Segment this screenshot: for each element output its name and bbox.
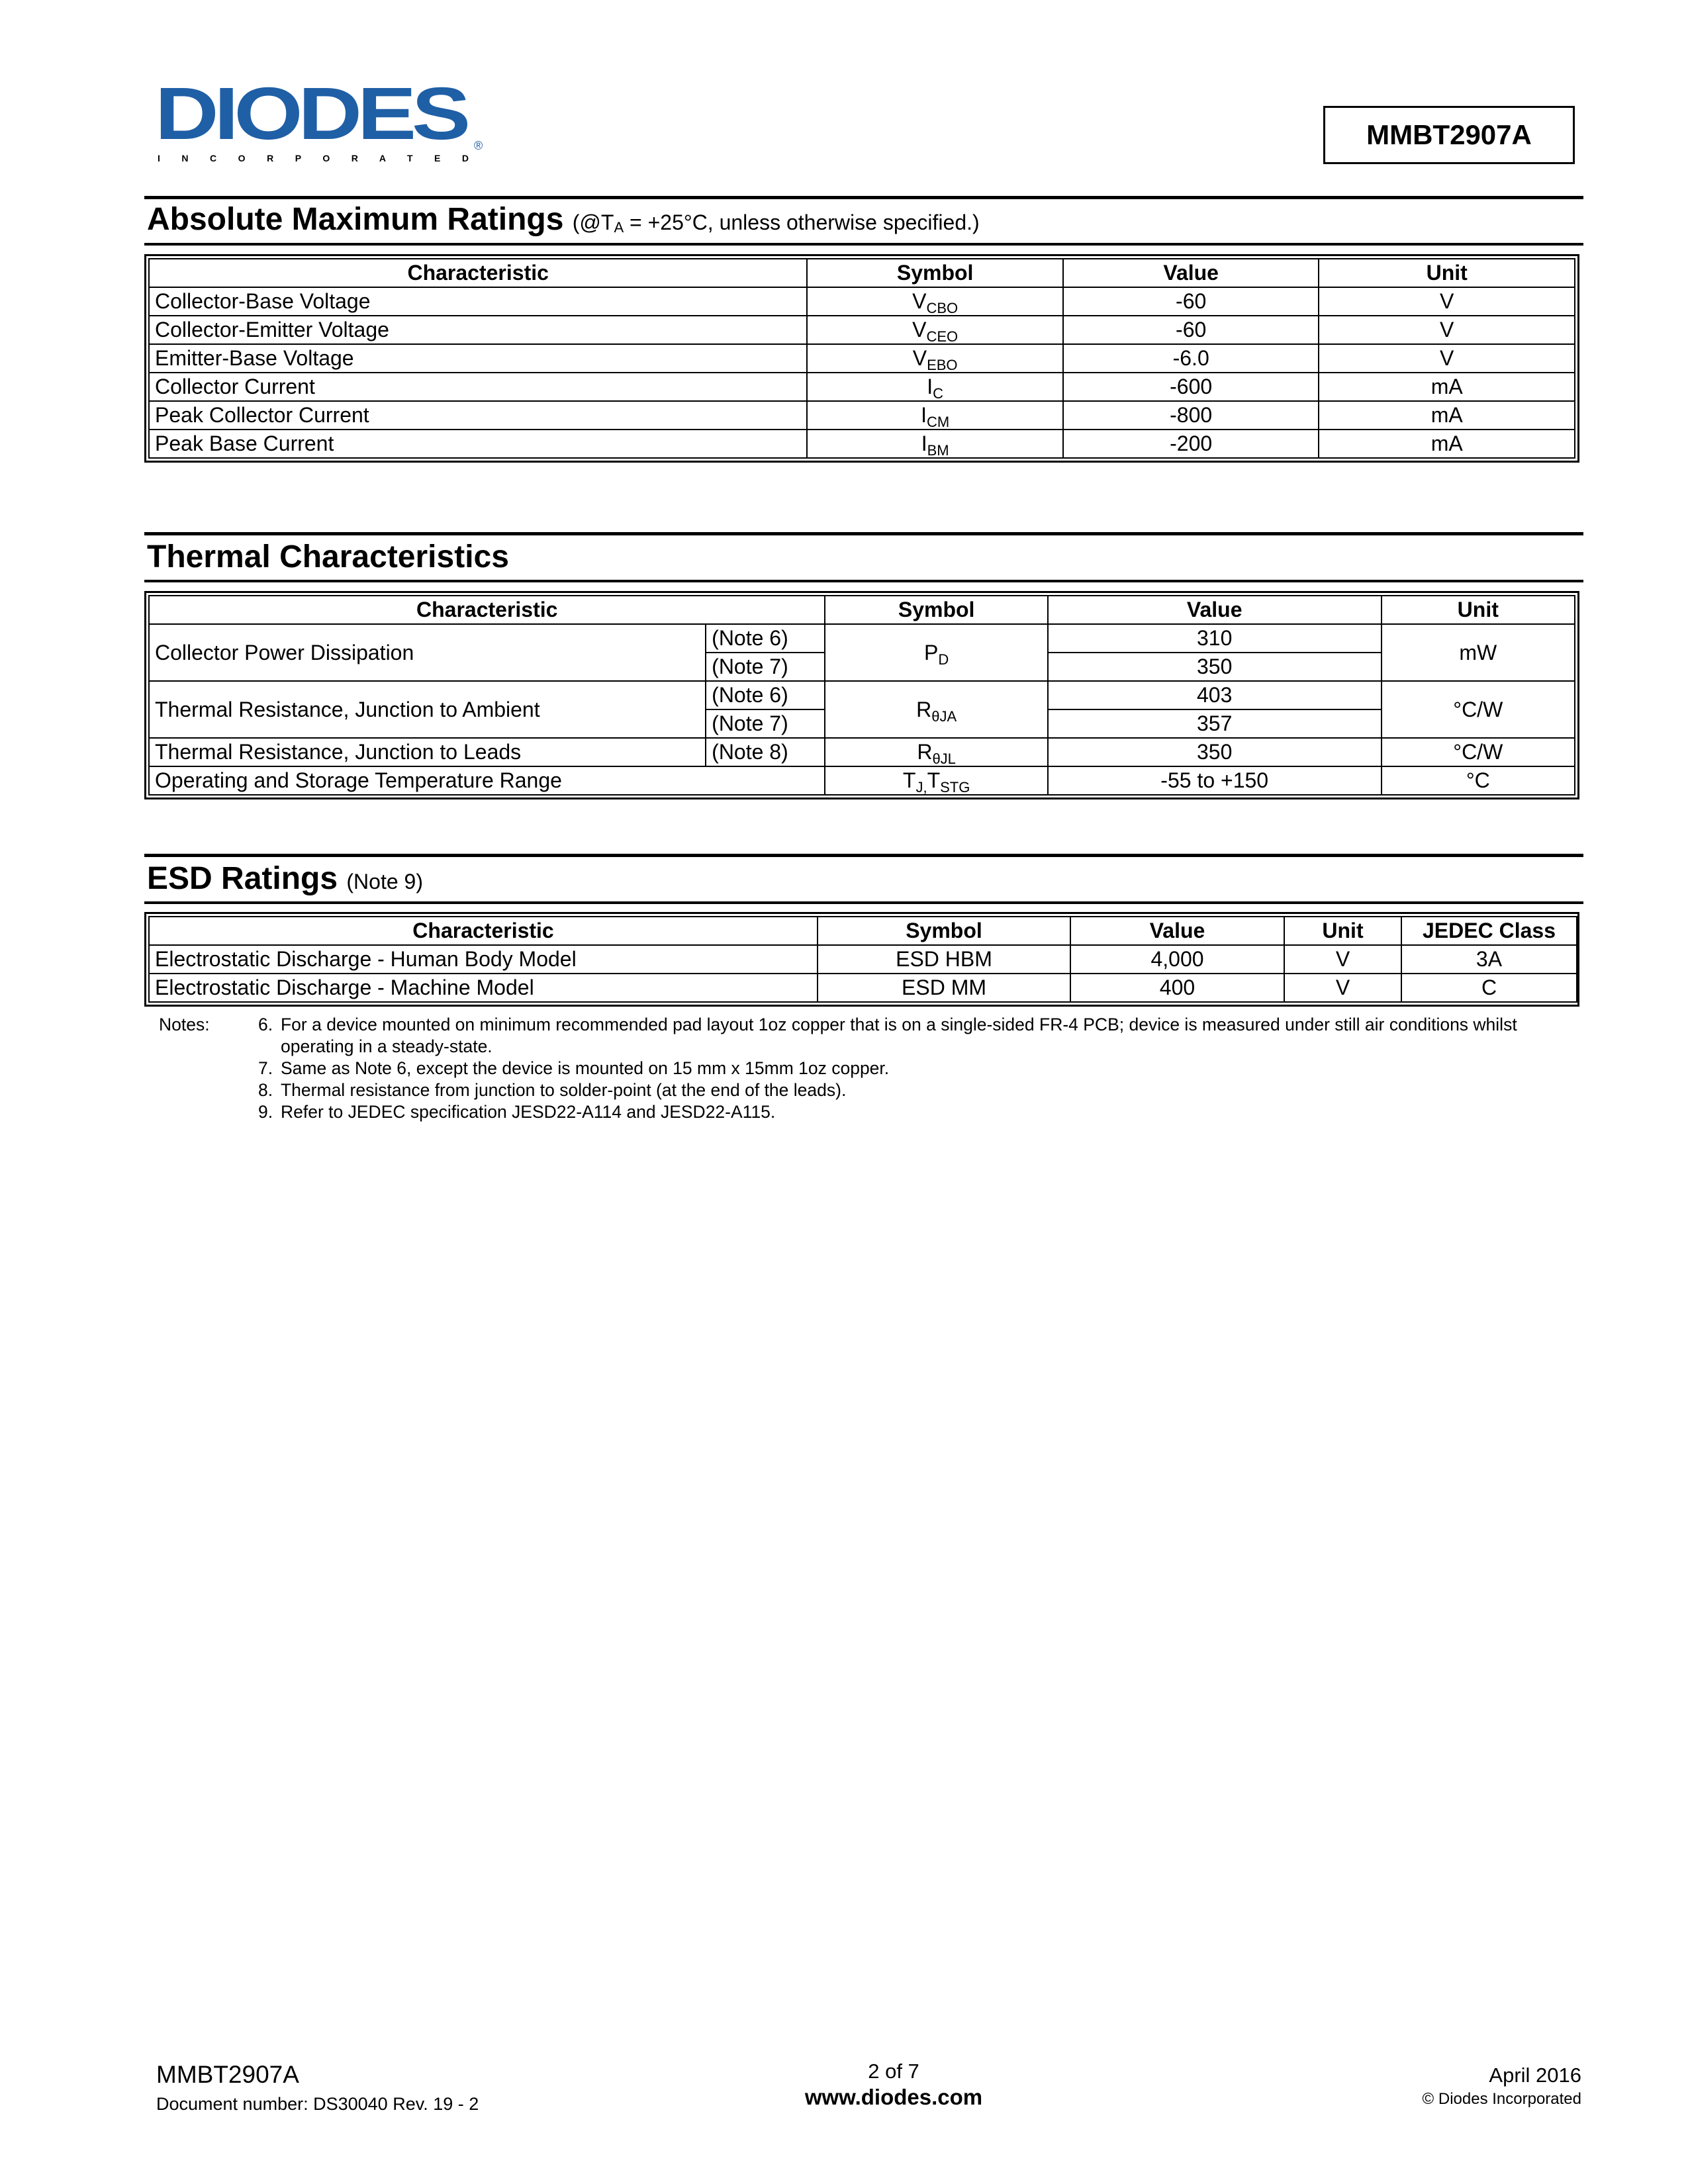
footer-copyright: © Diodes Incorporated <box>1422 2090 1581 2108</box>
footer-part-number: MMBT2907A <box>156 2061 299 2088</box>
table-row: Electrostatic Discharge - Machine Model ESD MM 400 V C <box>149 974 1577 1002</box>
table-row: Collector-Emitter Voltage $V_{CEO}$ -60 V <box>149 316 1575 344</box>
esd-title-text: ESD Ratings <box>147 861 338 896</box>
thermal-table <box>144 591 1579 799</box>
part-number: MMBT2907A <box>1366 119 1532 150</box>
header-symbol: Symbol <box>818 917 1070 945</box>
header-characteristic: Characteristic <box>149 259 807 287</box>
header-symbol: Symbol <box>807 259 1063 287</box>
footer-page-number: 2 of 7 <box>868 2060 919 2083</box>
header-unit: Unit <box>1382 596 1575 624</box>
table-row: Electrostatic Discharge - Human Body Model ESD HBM 4,000 V 3A <box>149 945 1577 974</box>
header-unit: Unit <box>1319 259 1575 287</box>
table-row: (Note 7) 350 <box>149 653 1575 681</box>
header-value: Value <box>1070 917 1284 945</box>
esd-table <box>144 912 1579 1007</box>
amr-title <box>147 204 980 236</box>
header-unit: Unit <box>1284 917 1401 945</box>
table-row: Collector Current $I_C$ -600 mA <box>149 373 1575 401</box>
table-row: Collector Power Dissipation (Note 6) $P_D$ 310 mW <box>149 624 1575 653</box>
table-row: Collector-Base Voltage $V_{CBO}$ -60 V <box>149 287 1575 316</box>
table-row: Emitter-Base Voltage $V_{EBO}$ -6.0 V <box>149 344 1575 373</box>
section-rule <box>144 196 1583 199</box>
table-row: Thermal Resistance, Junction to Ambient (Note 6) $R_{\theta JA}$ 403 °C/W <box>149 681 1575 709</box>
table-row: Thermal Resistance, Junction to Leads (Note 8) $R_{\theta JL}$ 350 °C/W <box>149 738 1575 766</box>
header-symbol: Symbol <box>825 596 1047 624</box>
amr-table <box>144 254 1579 463</box>
table-row: Peak Base Current $I_{BM}$ -200 mA <box>149 430 1575 458</box>
table-header-row <box>149 596 1575 624</box>
footer-website: www.diodes.com <box>804 2085 983 2109</box>
notes-list <box>258 1014 1575 1123</box>
section-rule <box>144 854 1583 857</box>
diodes-logo <box>154 79 485 165</box>
section-rule <box>144 532 1583 535</box>
note-item: 7. Same as Note 6, except the device is mounted on 15 mm x 15mm 1oz copper. <box>258 1058 890 1078</box>
header-jedec-class: JEDEC Class <box>1401 917 1577 945</box>
header-value: Value <box>1063 259 1319 287</box>
footer-date: April 2016 <box>1489 2064 1581 2087</box>
table-row: (Note 7) 357 <box>149 709 1575 738</box>
thermal-title-text: Thermal Characteristics <box>147 539 509 574</box>
header-characteristic: Characteristic <box>149 596 825 624</box>
thermal-title <box>147 541 509 573</box>
footer-document-number: Document number: DS30040 Rev. 19 - 2 <box>156 2094 479 2114</box>
registered-mark: ® <box>474 139 483 152</box>
amr-title-text: Absolute Maximum Ratings <box>147 202 564 237</box>
section-rule <box>144 901 1583 904</box>
note-item: 9. Refer to JEDEC specification JESD22-A114 and JESD22-A115. <box>258 1102 776 1122</box>
table-row: Peak Collector Current $I_{CM}$ -800 mA <box>149 401 1575 430</box>
note-item: 8. Thermal resistance from junction to solder-point (at the end of the leads). <box>258 1080 847 1100</box>
header-characteristic: Characteristic <box>149 917 818 945</box>
note-item: 6. For a device mounted on minimum recommended pad layout 1oz copper that is on a single-sided FR-4 PCB; device is measured under still air conditions whilst operating in a steady-state. <box>258 1015 1517 1056</box>
esd-title <box>147 863 423 895</box>
esd-note: (Note 9) <box>346 870 423 893</box>
table-header-row <box>149 917 1577 945</box>
table-header-row <box>149 259 1575 287</box>
section-rule <box>144 243 1583 246</box>
logo-subtext: I N C O R P O R A T E D <box>158 153 469 163</box>
section-rule <box>144 580 1583 582</box>
part-number-box <box>1323 106 1575 164</box>
logo-wordmark: DIODES <box>155 79 468 155</box>
notes-label: Notes: <box>159 1015 210 1034</box>
amr-condition: ($@T_A = +25^\circ C$, unless otherwise specified.) <box>572 210 980 236</box>
header-value: Value <box>1048 596 1382 624</box>
table-row: Operating and Storage Temperature Range $T_{J,}T_{STG}$ -55 to +150 °C <box>149 766 1575 795</box>
